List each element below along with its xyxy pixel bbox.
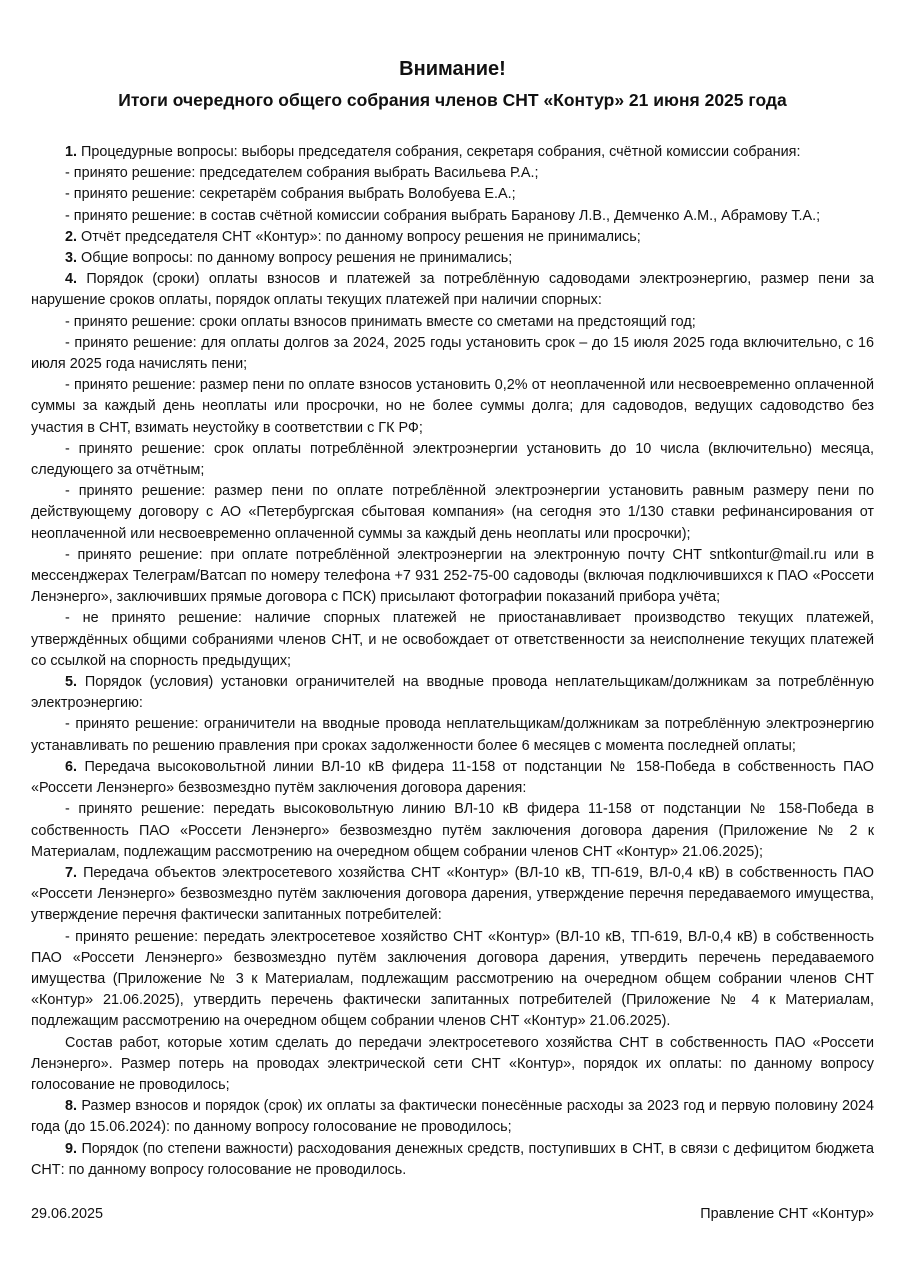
decision-item: - принято решение: секретарём собрания выбрать Волобуева Е.А.;: [65, 186, 516, 203]
agenda-item-9: 9. Порядок (по степени важности) расходования денежных средств, поступивших в СНТ, в связи с дефицитом бюджета СНТ: по данному вопросу голосование не проводилось.: [31, 1140, 874, 1178]
works-paragraph: Состав работ, которые хотим сделать до передачи электросетевого хозяйства СНТ в собственность ПАО «Россети Ленэнерго». Размер потерь на проводах электрической сети СНТ «Контур», порядок их оплаты: по данному вопросу голосование не проводилось;: [31, 1034, 874, 1093]
decision-item: - принято решение: в состав счётной комиссии собрания выбрать Баранову Л.В., Демченко А.М., Абрамову Т.А.;: [65, 207, 821, 224]
decision-item: - принято решение: размер пени по оплате потреблённой электроэнергии установить равным размеру пени по действующему договору с АО «Петербургская сбытовая компания» (на сегодня это 1/130 ставки рефинансирования от неоплаченной или несвоевременно оплаченной суммы за каждый день неоплаты или просрочки);: [31, 483, 874, 542]
document-signature: Правление СНТ «Контур»: [700, 1206, 874, 1222]
document-subtitle: Итоги очередного общего собрания членов СНТ «Контур» 21 июня 2025 года: [118, 90, 787, 110]
agenda-item-7: 7. Передача объектов электросетевого хозяйства СНТ «Контур» (ВЛ-10 кВ, ТП-619, ВЛ-0,4 кВ) в собственность ПАО «Россети Ленэнерго» безвозмездно путём заключения договора дарения, утверждение перечня передаваемого имущества, утверждение перечня фактически запитанных потребителей:: [31, 864, 874, 924]
agenda-item-8: 8. Размер взносов и порядок (срок) их оплаты за фактически понесённые расходы за 2023 год и первую половину 2024 года (до 15.06.2024): по данному вопросу голосование не проводилось;: [31, 1098, 874, 1136]
agenda-item-4: 4. Порядок (сроки) оплаты взносов и платежей за потреблённую садоводами электроэнергию, размер пени за нарушение сроков оплаты, порядок оплаты текущих платежей при наличии спорных:: [31, 271, 874, 309]
decision-item: - не принято решение: наличие спорных платежей не приостанавливает производство текущих платежей, утверждённых общими собраниями членов СНТ, и не освобождает от ответственности за неисполнение текущих платежей со ссылкой на спорность предыдущих;: [31, 610, 874, 669]
document-date: 29.06.2025: [31, 1206, 104, 1222]
agenda-item-1: 1. Процедурные вопросы: выборы председателя собрания, секретаря собрания, счётной комиссии собрания:: [65, 144, 801, 160]
decision-item: - принято решение: при оплате потреблённой электроэнергии на электронную почту СНТ sntkontur@mail.ru или в мессенджерах Телеграм/Ватсап по номеру телефона +7 931 252-75-00 садоводы (включая подключившихся к ПАО «Россети Ленэнерго», заключивших прямые договора с ПСК) присылают фотографии показаний прибора учёта;: [31, 546, 874, 606]
decision-item: - принято решение: ограничители на вводные провода неплательщикам/должникам за потреблённую электроэнергию устанавливать по решению правления при сроках задолженности более 6 месяцев с момента последней оплаты;: [31, 716, 874, 754]
decision-item: - принято решение: размер пени по оплате взносов установить 0,2% от неоплаченной или несвоевременно оплаченной суммы за каждый день неоплаты или просрочки, но не более суммы долга; для садоводов, ведущих садоводство без участия в СНТ, взимать неустойку в соответствии с ГК РФ;: [31, 377, 874, 436]
decision-item: - принято решение: срок оплаты потреблённой электроэнергии установить до 10 числа (включительно) месяца, следующего за отчётным;: [31, 440, 874, 479]
decision-item: - принято решение: сроки оплаты взносов принимать вместе со сметами на предстоящий год;: [65, 313, 696, 330]
document-body: [31, 142, 874, 1181]
document-title: Внимание!: [399, 58, 506, 80]
agenda-item-3: 3. Общие вопросы: по данному вопросу решения не принимались;: [65, 250, 513, 267]
decision-item: - принято решение: председателем собрания выбрать Васильева Р.А.;: [65, 165, 539, 182]
decision-item: - принято решение: передать электросетевое хозяйство СНТ «Контур» (ВЛ-10 кВ, ТП-619, ВЛ-0,4 кВ) в собственность ПАО «Россети Ленэнерго» безвозмездно путём заключения договора дарения, утвердить перечень передаваемого имущества (Приложение № 3 к Материалам, подлежащим рассмотрению на очередном общем собрании членов СНТ «Контур» 21.06.2025), утвердить перечень фактически запитанных потребителей (Приложение № 4 к Материалам, подлежащим рассмотрению на очередном общем собрании членов СНТ «Контур» 21.06.2025).: [31, 928, 874, 1030]
agenda-item-6: 6. Передача высоковольтной линии ВЛ-10 кВ фидера 11-158 от подстанции № 158-Победа в собственность ПАО «Россети Ленэнерго» безвозмездно путём заключения договора дарения:: [31, 758, 874, 797]
agenda-item-2: 2. Отчёт председателя СНТ «Контур»: по данному вопросу решения не принимались;: [65, 228, 641, 245]
agenda-item-5: 5. Порядок (условия) установки ограничителей на вводные провода неплательщикам/должникам за потреблённую электроэнергию:: [31, 674, 874, 712]
decision-item: - принято решение: для оплаты долгов за 2024, 2025 годы установить срок – до 15 июля 2025 года включительно, с 16 июля 2025 года начислять пени;: [31, 334, 874, 373]
decision-item: - принято решение: передать высоковольтную линию ВЛ-10 кВ фидера 11-158 от подстанции № 158-Победа в собственность ПАО «Россети Ленэнерго» безвозмездно путём заключения договора дарения (Приложение № 2 к Материалам, подлежащим рассмотрению на очередном общем собрании членов СНТ «Контур» 21.06.2025);: [31, 801, 874, 860]
